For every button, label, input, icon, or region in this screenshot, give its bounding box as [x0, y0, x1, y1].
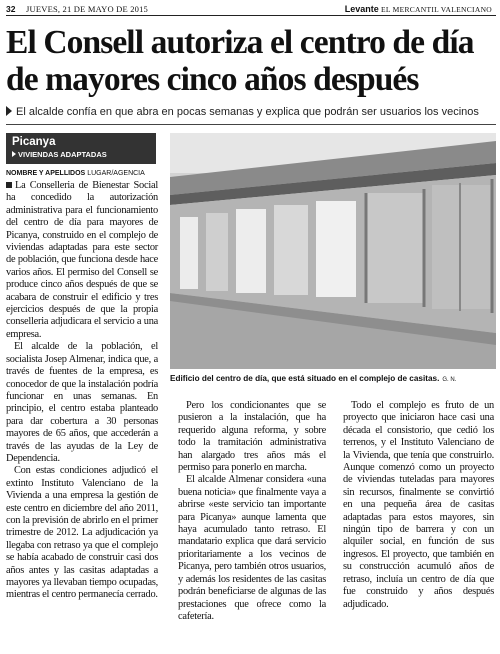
paragraph: Pero los condicionantes que se pusieron a la instalación, que ha requerido alguna reforma, y sobre todo la tramitación administrativa han alargado tres años más el permiso para ponerlo en marcha.	[178, 400, 326, 474]
paragraph: Todo el complejo es fruto de un proyecto que iniciaron hace casi una década el consistorio, que cedió los terrenos, y el Instituto Valenciano de la Vivienda, que tenía que construirlo. Aunque comenzó como un proyecto de viviendas tuteladas para mayores sin recursos, finalmente se convirtió en una pequeña área de casitas adaptadas para estos mayores, sin ningún tipo de barrera y con un alquiler social, en función de sus ingresos. El proyecto, que también en su construcción acumuló años de retraso, incluía un centro de día que fue construido y años después adjudicado.	[343, 400, 494, 610]
paragraph: La Conselleria de Bienestar Social ha concedido la autorización administrativa para el funcionamiento del centro de día para mayores de Picanya, construido en el complejo de viviendas adaptadas para este sector de población, que funciona desde hace varios años. El permiso del Consell se produce cinco años después de que se acabara de construir el edificio y tres ejercicios después de que la propia conselleria adjudicara el servicio a una empresa.	[6, 180, 158, 340]
paragraph: El alcalde de la población, el socialista Josep Almenar, indica que, a través de fuentes de la empresa, es conocedor de que la instalación podría funcionar en unas semanas. En principio, el centro estaba planteado para dar cobertura a 30 personas mayores de 65 años, que accederán a través de las ayudas de la Ley de Dependencia.	[6, 341, 158, 464]
photo-caption	[170, 374, 496, 383]
deck	[6, 106, 496, 119]
issue-date: JUEVES, 21 DE MAYO DE 2015	[26, 4, 149, 14]
article-column-3	[343, 400, 494, 611]
byline	[6, 170, 145, 177]
triangle-icon	[12, 151, 16, 157]
photo-credit: G. N.	[442, 377, 457, 383]
paragraph: El alcalde Almenar considera «una buena noticia» que finalmente vaya a abrirse «este servicio tan importante para Picanya» aunque lamenta que haya acumulado tanto retraso. El mandatario explica que dará servicio prioritariamente a los vecinos de Picanya, pero también otros usuarios, y además los residentes de las casitas podrán beneficiarse de algunas de las prestaciones que ofrece como la cafetería.	[178, 474, 326, 622]
section-subsection	[12, 149, 150, 160]
byline-place: LUGAR/AGENCIA	[87, 170, 145, 177]
article-column-1	[6, 180, 158, 602]
subsection-text: VIVIENDAS ADAPTADAS	[18, 150, 107, 159]
paragraph: Con estas condiciones adjudicó el extinto Instituto Valenciano de la Vivienda a una empresa la gestión de este centro en diciembre del año 2011, con la previsión de abrirlo en el primer trimestre de 2012. La adjudicación ya llegaba con retraso ya que el complejo se había acabado de construir casi dos años antes y las casitas adaptadas a mayores ya llevaban tiempo ocupadas, mientras el centro permanecía cerrado.	[6, 465, 158, 601]
building-photo	[170, 133, 496, 369]
publication-title: Levante	[344, 4, 379, 14]
page-header	[6, 2, 496, 16]
page-number: 32	[6, 4, 16, 14]
deck-text: El alcalde confía en que abra en pocas semanas y explica que podrán ser usuarios los vecinos	[16, 106, 479, 118]
publication-name	[345, 4, 492, 14]
article-column-2	[178, 400, 326, 623]
section-location: Picanya	[12, 136, 56, 148]
byline-author: NOMBRE Y APELLIDOS	[6, 170, 86, 177]
triangle-bullet-icon	[6, 106, 12, 116]
caption-text: Edificio del centro de día, que está situado en el complejo de casitas.	[170, 374, 440, 383]
headline: El Consell autoriza el centro de día de mayores cinco años después	[6, 24, 474, 98]
section-label	[6, 133, 156, 164]
section-divider	[6, 124, 496, 125]
article-photo	[170, 133, 496, 369]
publication-subtitle: EL MERCANTIL VALENCIANO	[380, 5, 492, 14]
